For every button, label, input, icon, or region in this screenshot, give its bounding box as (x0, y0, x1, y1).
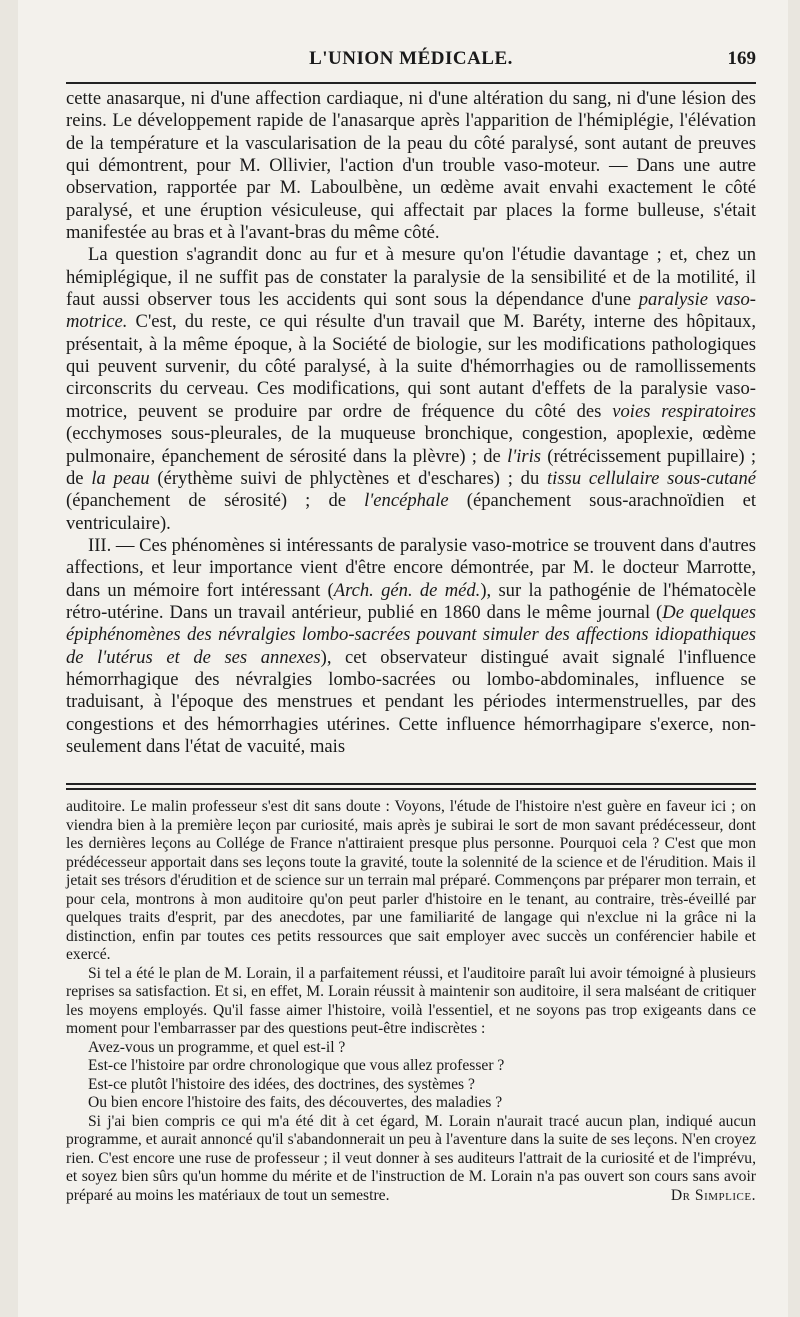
feuilleton-paragraph-3: Si j'ai bien compris ce qui m'a été dit à cet égard, M. Lorain n'aurait tracé aucun plan, indiqué aucun programme, et aurait annoncé qu'il s'abandonnerait un peu à l'aventure dans la suite de ses leçons. N'en croyez rien. C'est encore une ruse de professeur ; il veut donner à ses auditeurs l'attrait de la curiosité et de l'imprévu, et soyez bien sûrs qu'un homme du mérite et de l'instruction de M. Lorain n'a pas ouvert son cours sans avoir préparé au moins les matériaux de tout un semestre. Dr Simplice. (66, 1112, 756, 1204)
main-article (66, 88, 756, 758)
feuilleton-divider (66, 783, 756, 790)
journal-title: L'UNION MÉDICALE. (309, 48, 513, 69)
question-2: Est-ce l'histoire par ordre chronologique que vous allez professer ? (88, 1057, 505, 1074)
question-1: Avez-vous un programme, et quel est-il ? (88, 1038, 346, 1056)
article-section-iii: III. — Ces phénomènes si intéressants de paralysie vaso-motrice se trouvent dans d'autres affections, et leur importance vient d'être encore démontrée, par M. le docteur Marrotte, dans un mémoire fort intéressant (Arch. gén. de méd.), sur la pathogénie de l'hématocèle rétro-utérine. Dans un travail antérieur, publié en 1860 dans le même journal (De quelques épiphénomènes des névralgies lombo-sacrées pouvant simuler des affections idiopathiques de l'utérus et de ses annexes), cet observateur distingué avait signalé l'influence hémorrhagique des névralgies lombo-sacrées ou lombo-abdominales, influence se traduisant, à l'époque des menstrues et pendant les périodes intermenstruelles, par des congestions et des hémorrhagies utérines. Cette influence hémorrhagipare s'exerce, non-seulement dans l'état de vacuité, mais (66, 534, 756, 757)
header-rule (66, 82, 756, 84)
feuilleton-paragraph-1: auditoire. Le malin professeur s'est dit sans doute : Voyons, l'étude de l'histoire n'est guère en faveur ici ; on viendra bien à la première leçon par curiosité, mais après je subirai le sort de mon savant prédécesseur, dont les dernières leçons au Collége de France n'attiraient presque plus personne. Pourquoi cela ? C'est que mon prédécesseur apportait dans ses leçons toute la gravité, toute la solennité de la science et de l'érudition. Mais il jetait ses trésors d'érudition et de science sur un terrain mal préparé. Commençons par préparer mon terrain, et pour cela, montrons à mon auditoire qu'on peut parler d'histoire en le tenant, au contraire, très-éveillé par quelques traits d'esprit, par des anecdotes, par une familiarité de langage qui n'exclue ni la grâce ni la distinction, enfin par toutes ces petits ressources que sait employer avec succès un conférencier habile et exercé. (66, 798, 756, 963)
question-4: Ou bien encore l'histoire des faits, des découvertes, des maladies ? (88, 1094, 503, 1111)
feuilleton-paragraph-2: Si tel a été le plan de M. Lorain, il a parfaitement réussi, et l'auditoire paraît lui avoir témoigné à plusieurs reprises sa satisfaction. Et si, en effet, M. Lorain réussit à maintenir son auditoire, il sera malséant de critiquer les moyens employés. Qu'il fasse aimer l'histoire, voilà l'essentiel, et ne soyons pas trop exigeants dans ce moment pour l'embarrasser par des questions peut-être indiscrètes : (66, 964, 756, 1037)
question-3: Est-ce plutôt l'histoire des idées, des doctrines, des systèmes ? (88, 1075, 475, 1093)
article-paragraph-2: La question s'agrandit donc au fur et à mesure qu'on l'étudie davantage ; et, chez un hémiplégique, il ne suffit pas de constater la paralysie de la sensibilité et de la motilité, il faut aussi observer tous les accidents qui sont sous la dépendance d'une paralysie vaso-motrice. C'est, du reste, ce qui résulte d'un travail que M. Baréty, interne des hôpitaux, présentait, à la même époque, à la Société de biologie, sur les modifications pathologiques qui peuvent survenir, du côté paralysé, à la suite d'hémorrhagies ou de ramollissements circonscrits du cerveau. Ces modifications, qui sont autant d'effets de la paralysie vaso-motrice, peuvent se produire par ordre de fréquence du côté des voies respiratoires (ecchymoses sous-pleurales, de la muqueuse bronchique, congestion, apoplexie, œdème pulmonaire, épanchement de sérosité dans la plèvre) ; de l'iris (rétrécissement pupillaire) ; de la peau (érythème suivi de phlyctènes et d'eschares) ; du tissu cellulaire sous-cutané (épanchement de sérosité) ; de l'encéphale (épanchement sous-arachnoïdien et ventriculaire). (66, 244, 757, 534)
article-paragraph-1: cette anasarque, ni d'une affection cardiaque, ni d'une altération du sang, ni d'une lésion des reins. Le développement rapide de l'anasarque après l'apparition de l'hémiplégie, l'élévation de la température et la vascularisation de la peau du côté paralysé, sont autant de preuves qui démontrent, pour M. Ollivier, l'action d'un trouble vaso-moteur. — Dans une autre observation, rapportée par M. Laboulbène, un œdème avait envahi exactement le côté paralysé, et une éruption vésiculeuse, qui affectait par places la forme bulleuse, s'était manifestée au bras et à l'avant-bras du même côté. (66, 88, 756, 244)
signature: Dr Simplice. (670, 1186, 756, 1204)
feuilleton-column (66, 798, 756, 1205)
running-header (66, 48, 756, 74)
journal-page (18, 0, 788, 1317)
page-number: 169 (727, 48, 756, 69)
